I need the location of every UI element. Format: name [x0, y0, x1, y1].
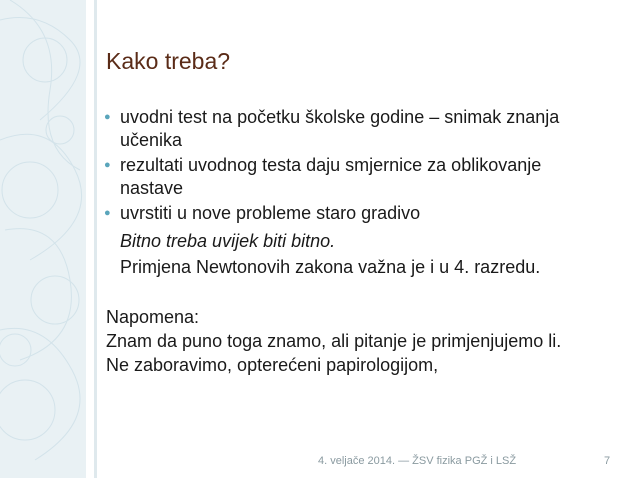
- slide-content: [106, 106, 606, 377]
- bullet-item: [106, 154, 606, 200]
- bullet-text: uvrstiti u nove probleme staro gradivo: [120, 203, 421, 223]
- bullet-icon: ●: [104, 207, 111, 219]
- bullet-text: rezultati uvodnog testa daju smjernice za oblikovanje nastave: [120, 155, 542, 198]
- note-text: Znam da puno toga znamo, ali pitanje je primjenjujemo li.: [106, 331, 562, 351]
- bullet-icon: ●: [104, 111, 111, 123]
- vertical-divider: [94, 0, 97, 478]
- page-number: 7: [604, 455, 611, 467]
- italic-line: Bitno treba uvijek biti bitno.: [120, 231, 336, 251]
- last-line-text: Ne zaboravimo, opterećeni papirologijom,: [106, 355, 439, 375]
- decorative-side-band: [0, 0, 86, 478]
- bullet-text: uvodni test na početku školske godine – snimak znanja učenika: [120, 107, 560, 150]
- bullet-item: [106, 106, 606, 152]
- paragraph-text: Primjena Newtonovih zakona važna je i u 4. razredu.: [120, 257, 541, 277]
- note-label: Napomena:: [106, 307, 200, 327]
- decorative-swirl-pattern: [0, 0, 86, 478]
- bullet-icon: ●: [104, 159, 111, 171]
- slide-title: Kako treba?: [106, 48, 231, 74]
- bullet-item: [106, 202, 606, 225]
- footer-text: 4. veljače 2014. — ŽSV fizika PGŽ i LSŽ: [318, 455, 517, 467]
